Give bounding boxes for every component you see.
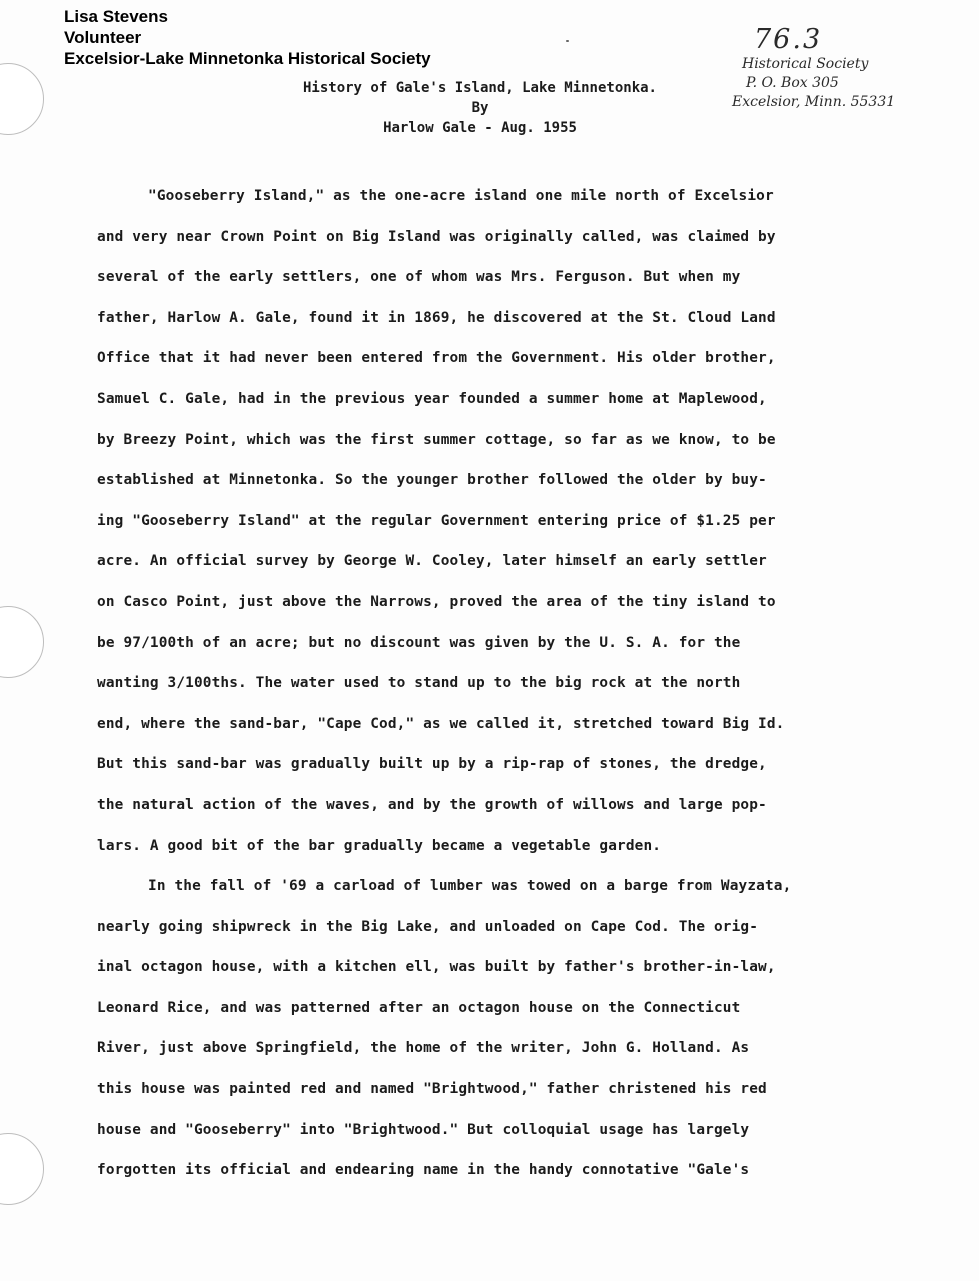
text-line: Leonard Rice, and was patterned after an octagon house on the Connecticut — [97, 999, 741, 1016]
text-line: the natural action of the waves, and by the growth of willows and large pop- — [97, 796, 767, 813]
text-line: wanting 3/100ths. The water used to stand up to the big rock at the north — [97, 675, 741, 692]
text-line: "Gooseberry Island," as the one-acre island one mile north of Excelsior — [148, 188, 774, 204]
text-line: this house was painted red and named "Brightwood," father christened his red — [97, 1081, 767, 1098]
catalog-number: 76.3 — [754, 24, 823, 55]
text-line: In the fall of '69 a carload of lumber was towed on a barge from Wayzata, — [148, 878, 792, 895]
society-name: Historical Society — [742, 56, 869, 72]
text-line: and very near Crown Point on Big Island was originally called, was claimed by — [97, 228, 776, 245]
city-line: Excelsior, Minn. 55331 — [732, 94, 896, 110]
text-line: forgotten its official and endearing name in the handy connotative "Gale's — [97, 1162, 750, 1179]
text-line: Samuel C. Gale, had in the previous year founded a summer home at Maplewood, — [97, 390, 767, 407]
po-box: P. O. Box 305 — [746, 75, 839, 91]
text-line: father, Harlow A. Gale, found it in 1869, he discovered at the St. Cloud Land — [97, 309, 776, 326]
document-header — [230, 78, 730, 138]
text-line: be 97/100th of an acre; but no discount was given by the U. S. A. for the — [97, 634, 741, 651]
text-line: But this sand-bar was gradually built up by a rip-rap of stones, the dredge, — [97, 756, 767, 773]
punch-hole — [0, 63, 44, 135]
punch-hole — [0, 1133, 44, 1205]
volunteer-role: Volunteer — [64, 28, 142, 47]
text-line: Office that it had never been entered from the Government. His older brother, — [97, 350, 776, 367]
text-line: lars. A good bit of the bar gradually became a vegetable garden. — [97, 837, 662, 854]
volunteer-label — [64, 6, 431, 69]
text-line: nearly going shipwreck in the Big Lake, and unloaded on Cape Cod. The orig- — [97, 918, 759, 935]
text-line: ing "Gooseberry Island" at the regular Government entering price of $1.25 per — [97, 512, 776, 529]
text-line: house and "Gooseberry" into "Brightwood." But colloquial usage has largely — [97, 1121, 750, 1138]
paper-speck — [566, 40, 569, 42]
byline: By — [471, 100, 489, 116]
text-line: end, where the sand-bar, "Cape Cod," as we called it, stretched toward Big Id. — [97, 715, 785, 732]
organization-name: Excelsior-Lake Minnetonka Historical Society — [64, 49, 431, 68]
punch-hole — [0, 606, 44, 678]
text-line: by Breezy Point, which was the first summer cottage, so far as we know, to be — [97, 431, 776, 448]
text-line: River, just above Springfield, the home of the writer, John G. Holland. As — [97, 1040, 750, 1057]
text-line: inal octagon house, with a kitchen ell, was built by father's brother-in-law, — [97, 959, 776, 976]
text-line: several of the early settlers, one of whom was Mrs. Ferguson. But when my — [97, 269, 741, 286]
handwritten-annotation — [732, 24, 932, 112]
document-body — [97, 176, 922, 1191]
volunteer-name: Lisa Stevens — [64, 7, 168, 26]
text-line: acre. An official survey by George W. Cooley, later himself an early settler — [97, 553, 767, 570]
document-title: History of Gale's Island, Lake Minnetonka. — [302, 80, 657, 96]
text-line: on Casco Point, just above the Narrows, proved the area of the tiny island to — [97, 593, 776, 610]
text-line: established at Minnetonka. So the younger brother followed the older by buy- — [97, 472, 767, 489]
author-date: Harlow Gale - Aug. 1955 — [383, 120, 577, 136]
